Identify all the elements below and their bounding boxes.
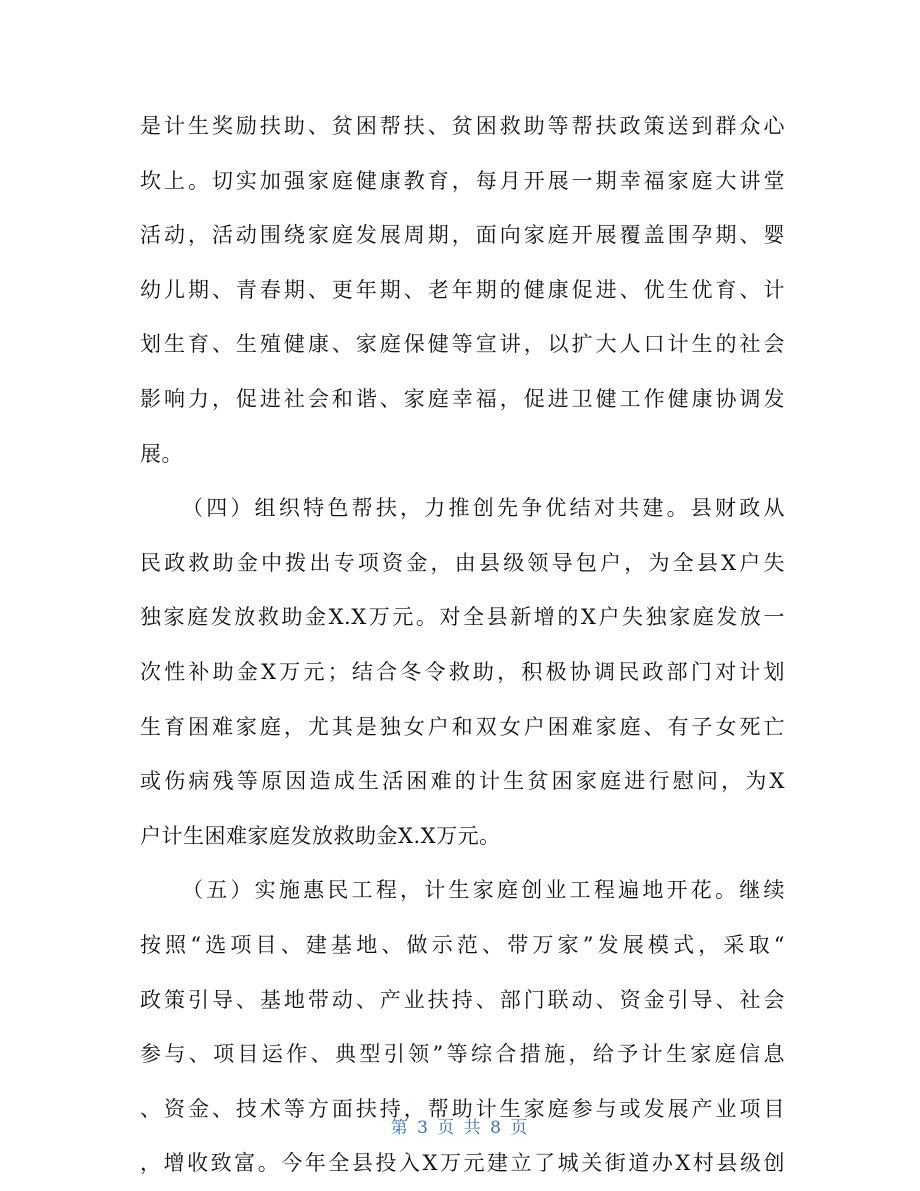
text-line: 或伤病残等原因造成生活困难的计生贫困家庭进行慰问，为X [140, 769, 785, 794]
text-line: 生育困难家庭，尤其是独女户和双女户困难家庭、有子女死亡 [140, 714, 785, 739]
text-line: 坎上。切实加强家庭健康教育，每月开展一期幸福家庭大讲堂 [140, 168, 785, 193]
text-line: 影响力，促进社会和谐、家庭幸福，促进卫健工作健康协调发 [140, 386, 785, 411]
text-line: 、资金、技术等方面扶持，帮助计生家庭参与或发展产业项目 [140, 1096, 785, 1121]
text-line: 民政救助金中拨出专项资金，由县级领导包户，为全县X户失 [140, 550, 785, 575]
paragraph [140, 481, 785, 863]
paragraph [140, 863, 785, 1191]
text-line: 次性补助金X万元；结合冬令救助，积极协调民政部门对计划 [140, 659, 785, 684]
body-text [140, 99, 785, 1191]
text-line: （四）组织特色帮扶，力推创先争优结对共建。县财政从 [182, 496, 785, 521]
text-line: 划生育、生殖健康、家庭保健等宣讲，以扩大人口计生的社会 [140, 332, 785, 357]
text-line: ，增收致富。今年全县投入X万元建立了城关街道办X村县级创 [140, 1151, 785, 1176]
text-line: 按照“选项目、建基地、做示范、带万家”发展模式，采取“ [140, 932, 785, 957]
text-line: （五）实施惠民工程，计生家庭创业工程遍地开花。继续 [182, 878, 785, 903]
paragraph [140, 99, 785, 481]
text-line: 独家庭发放救助金X.X万元。对全县新增的X户失独家庭发放一 [140, 605, 785, 630]
text-line: 参与、项目运作、典型引领”等综合措施，给予计生家庭信息 [140, 1042, 785, 1067]
text-line: 展。 [140, 441, 183, 466]
text-line: 幼儿期、青春期、更年期、老年期的健康促进、优生优育、计 [140, 277, 785, 302]
text-line: 是计生奖励扶助、贫困帮扶、贫困救助等帮扶政策送到群众心 [140, 114, 785, 138]
text-line: 政策引导、基地带动、产业扶持、部门联动、资金引导、社会 [140, 987, 785, 1012]
text-line: 户计生困难家庭发放救助金X.X万元。 [140, 823, 501, 848]
text-line: 活动，活动围绕家庭发展周期，面向家庭开展覆盖围孕期、婴 [140, 223, 785, 248]
page-footer: 第 3 页 共 8 页 [390, 1118, 530, 1138]
